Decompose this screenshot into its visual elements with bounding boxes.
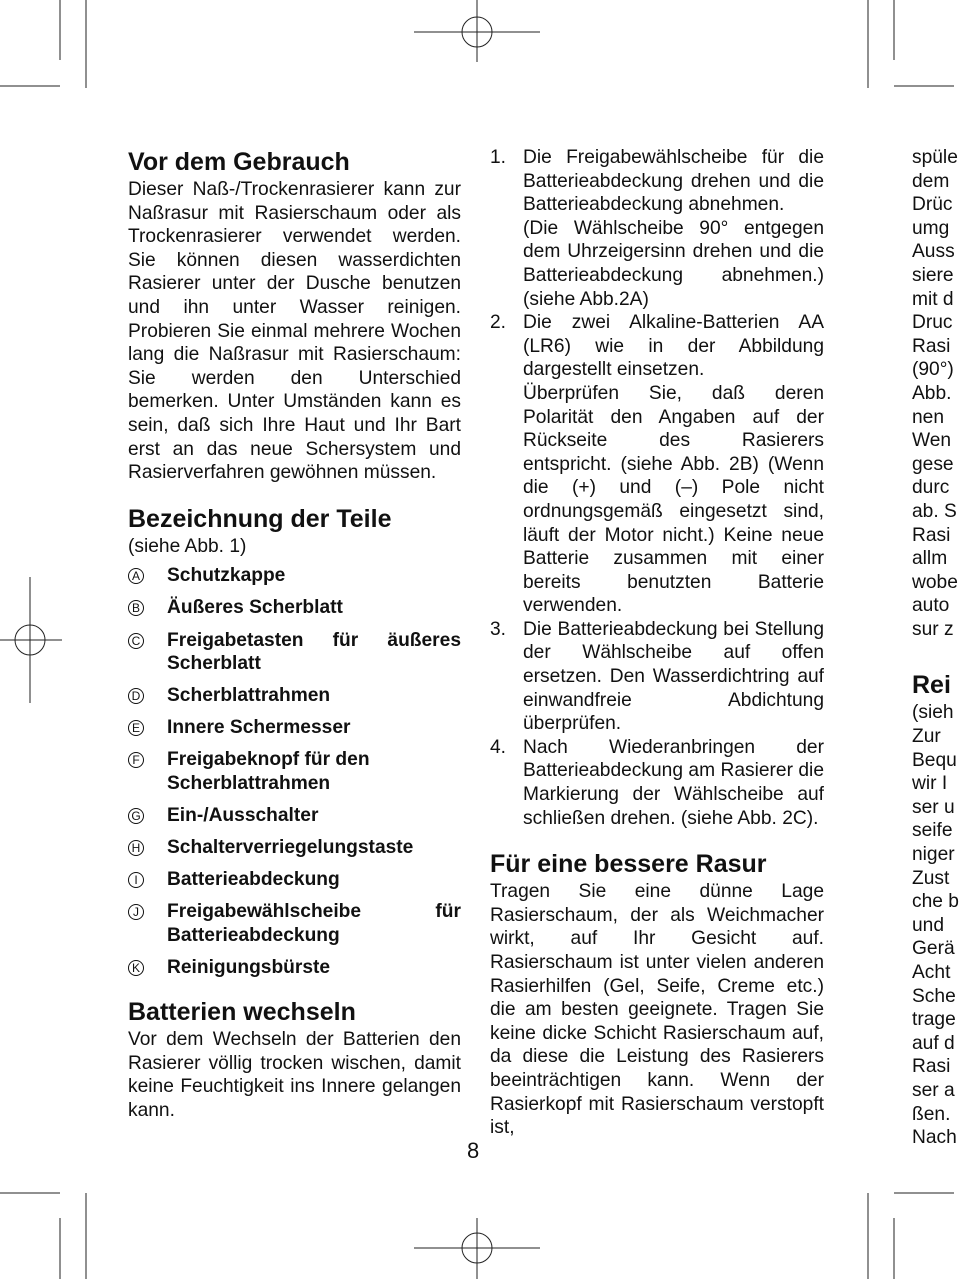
- section-body-vor-dem-gebrauch: Dieser Naß-/Trockenrasierer kann zur Naßrasur mit Rasierschaum oder als Trockenrasierer verwendet werden. Sie können diesen wasserdichten Rasierer unter der Dusche benutzen und ihn unter Wasser reinigen. Probieren Sie einmal mehrere Wochen lang die Naßrasur mit Rasierschaum: Sie werden den Unterschied bemerken. Unter Umständen kann es sein, daß sich Ihre Haut und Ihr Bart erst an das neue Schersystem und Rasierverfahren gewöhnen müssen.: [128, 179, 461, 484]
- list-item: [128, 900, 461, 947]
- step-number: 4.: [490, 736, 507, 758]
- clipped-line: seife: [912, 820, 953, 842]
- list-item: [490, 618, 824, 736]
- list-item: [128, 836, 461, 860]
- clipped-line: Rasi: [912, 1056, 951, 1078]
- clipped-line: Abb.: [912, 382, 952, 404]
- step-text: Die Batterieabdeckung bei Stellung der Wählscheibe auf offen ersetzen. Den Wasserdichtring auf einwandfreie Abdichtung überprüfen.: [523, 618, 824, 735]
- clipped-line: Wen: [912, 430, 952, 452]
- part-name: Scherblattrahmen: [167, 685, 331, 707]
- clipped-line: che b: [912, 891, 959, 913]
- part-letter: G: [128, 808, 144, 824]
- clipped-line: ser a: [912, 1079, 955, 1101]
- list-item: [128, 596, 461, 620]
- clipped-line: dem: [912, 170, 950, 192]
- part-name: Ein-/Ausschalter: [167, 805, 319, 827]
- step-number: 1.: [490, 147, 507, 168]
- clipped-line: Rasi: [912, 524, 951, 546]
- step-note: Überprüfen Sie, daß deren Polarität den Angaben auf der Rückseite des Rasierers entspricht. (siehe Abb. 2B) (Wenn die (+) und (–) Pole nicht ordnungsgemäß eingesetzt sind, läuft der Motor nicht.) Keine neue Batterie zusammen mit einer bereits benutzten Batterie verwenden.: [523, 382, 824, 617]
- part-letter: H: [128, 840, 144, 856]
- part-name: Freigabetasten für äußeres Scherblatt: [167, 629, 461, 675]
- clipped-line: allm: [912, 548, 948, 570]
- right-lines-bottom: [912, 701, 959, 1149]
- clipped-line: Sche: [912, 985, 956, 1007]
- part-name: Äußeres Scherblatt: [167, 597, 343, 619]
- list-item: [128, 804, 461, 828]
- left-column: [128, 146, 461, 1123]
- section-title-bessere-rasur: Für eine bessere Rasur: [490, 850, 767, 879]
- part-name: Freigabewählscheibe für Batterieabdeckung: [167, 901, 461, 946]
- parts-list: [128, 564, 461, 979]
- section-title-vor-dem-gebrauch: Vor dem Gebrauch: [128, 148, 350, 176]
- part-letter: B: [128, 600, 144, 616]
- step-note: (Die Wählscheibe 90° entgegen dem Uhrzeigersinn drehen und die Batterieabdeckung abnehmen.) (siehe Abb.2A): [523, 217, 824, 310]
- part-name: Schalterverriegelungstaste: [167, 837, 414, 859]
- part-name: Reinigungsbürste: [167, 957, 331, 979]
- part-letter: K: [128, 960, 144, 976]
- clipped-line: mit d: [912, 288, 954, 310]
- section-body-bessere-rasur: Tragen Sie eine dünne Lage Rasierschaum, der als Weichmacher wirkt, auf Ihr Gesicht auf. Rasierschaum ist unter vielen anderen Rasierhilfen (Gel, Seife, Creme etc.) die am besten geeignete. Tragen Sie keine dicke Schicht Rasierschaum auf, da diese die Leistung des Rasierers beeinträchtigen kann. Wenn der Rasierkopf mit Rasierschaum verstopft ist,: [490, 881, 824, 1139]
- page-number: 8: [467, 1138, 480, 1163]
- part-name: Schutzkappe: [167, 565, 286, 587]
- clipped-line: sur z: [912, 618, 954, 640]
- step-text: Die Freigabewählscheibe für die Batterieabdeckung drehen und die Batterieabdeckung abnehmen.: [523, 147, 824, 216]
- clipped-line: spüle: [912, 147, 958, 168]
- list-item: [128, 684, 461, 708]
- clipped-line: Auss: [912, 241, 955, 263]
- clipped-line: Acht: [912, 962, 951, 983]
- clipped-line: Rasi: [912, 335, 951, 357]
- part-letter: J: [128, 904, 144, 920]
- figure-reference: (siehe Abb. 1): [128, 535, 247, 557]
- clipped-line: ser u: [912, 796, 955, 818]
- clipped-line: gese: [912, 453, 954, 475]
- list-item: [128, 748, 461, 795]
- list-item: [128, 629, 461, 676]
- clipped-line: nen: [912, 406, 945, 428]
- clipped-line: niger: [912, 844, 955, 866]
- clipped-line: (90°): [912, 359, 954, 381]
- battery-steps: [490, 146, 824, 830]
- clipped-line: wobe: [912, 571, 958, 593]
- part-letter: F: [128, 752, 144, 768]
- clipped-line: Zust: [912, 867, 950, 889]
- step-number: 3.: [490, 618, 507, 640]
- list-item: [128, 564, 461, 588]
- clipped-line: Gerä: [912, 938, 955, 960]
- clipped-line: Bequ: [912, 749, 957, 771]
- section-title-reinigung: Rei: [912, 671, 951, 700]
- middle-column: [490, 146, 824, 1140]
- part-letter: C: [128, 633, 144, 649]
- step-text: Die zwei Alkaline-Batterien AA (LR6) wie in der Abbildung dargestellt einsetzen.: [523, 312, 824, 381]
- part-letter: I: [128, 872, 144, 888]
- section-body-batterien: Vor dem Wechseln der Batterien den Rasierer völlig trocken wischen, damit keine Feuchtigkeit ins Innere gelangen kann.: [128, 1029, 461, 1121]
- part-name: Freigabeknopf für den Scherblattrahmen: [167, 749, 370, 794]
- section-title-bezeichnung: Bezeichnung der Teile: [128, 504, 392, 533]
- list-item: [128, 868, 461, 892]
- clipped-line: (sieh: [912, 702, 954, 724]
- list-item: [490, 311, 824, 618]
- list-item: [490, 146, 824, 311]
- list-item: [490, 736, 824, 830]
- clipped-line: umg: [912, 217, 950, 239]
- clipped-line: ab. S: [912, 500, 957, 522]
- clipped-line: auto: [912, 595, 950, 617]
- clipped-line: Drüc: [912, 194, 953, 216]
- clipped-line: durc: [912, 477, 950, 499]
- clipped-line: Druc: [912, 312, 953, 334]
- right-column-clipped: [912, 146, 959, 1150]
- step-text: Nach Wiederanbringen der Batterieabdeckung am Rasierer die Markierung der Wählscheibe auf schließen drehen. (siehe Abb. 2C).: [523, 736, 824, 829]
- step-number: 2.: [490, 312, 507, 334]
- part-letter: D: [128, 688, 144, 704]
- list-item: [128, 956, 461, 980]
- clipped-line: siere: [912, 264, 954, 286]
- part-letter: A: [128, 568, 144, 584]
- section-title-batterien: Batterien wechseln: [128, 998, 356, 1027]
- list-item: [128, 716, 461, 740]
- part-letter: E: [128, 720, 144, 736]
- clipped-line: Zur: [912, 726, 941, 748]
- clipped-line: ßen.: [912, 1103, 951, 1125]
- part-name: Innere Schermesser: [167, 717, 351, 739]
- clipped-line: trage: [912, 1009, 956, 1031]
- right-lines-top: [912, 146, 958, 641]
- clipped-line: und: [912, 914, 945, 936]
- clipped-line: wir I: [912, 773, 948, 795]
- part-name: Batterieabdeckung: [167, 869, 340, 891]
- clipped-line: Nach: [912, 1127, 957, 1149]
- clipped-line: auf d: [912, 1032, 955, 1054]
